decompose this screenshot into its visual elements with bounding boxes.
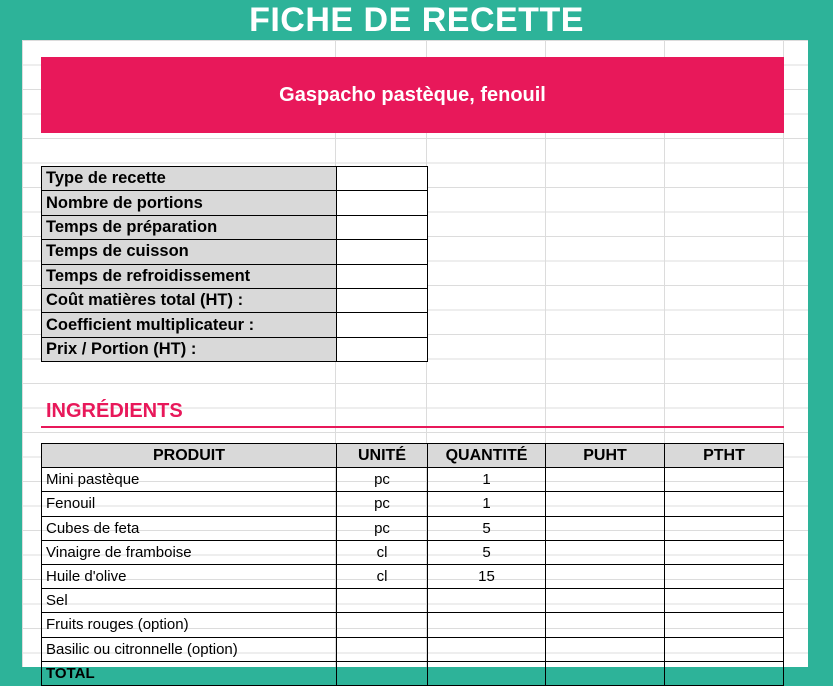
recipe-name: Gaspacho pastèque, fenouil — [279, 83, 546, 106]
cell-ptht[interactable] — [665, 661, 784, 685]
cell-quantite[interactable]: 1 — [428, 492, 546, 516]
cell-unite[interactable]: pc — [337, 492, 428, 516]
column-header-ptht[interactable]: PTHT — [665, 444, 784, 468]
cell-ptht[interactable] — [665, 613, 784, 637]
info-row-cook-time — [42, 240, 428, 264]
table-row — [42, 613, 784, 637]
cell-produit[interactable]: Sel — [42, 589, 337, 613]
cell-produit[interactable]: Mini pastèque — [42, 468, 337, 492]
cell-puht[interactable] — [546, 613, 665, 637]
table-row — [42, 637, 784, 661]
column-header-quantite[interactable]: QUANTITÉ — [428, 444, 546, 468]
cell-puht[interactable] — [546, 468, 665, 492]
info-value-cell[interactable] — [337, 191, 428, 215]
info-label: Temps de refroidissement — [42, 264, 337, 288]
column-header-produit[interactable]: PRODUIT — [42, 444, 337, 468]
info-row-portions — [42, 191, 428, 215]
info-value-cell[interactable] — [337, 288, 428, 312]
cell-unite[interactable] — [337, 613, 428, 637]
info-label: Type de recette — [42, 167, 337, 191]
info-value-cell[interactable] — [337, 264, 428, 288]
info-label: Temps de préparation — [42, 215, 337, 239]
info-value-cell[interactable] — [337, 337, 428, 361]
cell-quantite[interactable] — [428, 613, 546, 637]
cell-unite[interactable]: pc — [337, 516, 428, 540]
info-row-prep-time — [42, 215, 428, 239]
recipe-name-banner[interactable] — [41, 57, 784, 133]
cell-unite[interactable] — [337, 637, 428, 661]
info-row-price-portion — [42, 337, 428, 361]
cell-ptht[interactable] — [665, 637, 784, 661]
ingredients-section-title: INGRÉDIENTS — [46, 400, 183, 422]
cell-produit[interactable]: TOTAL — [42, 661, 337, 685]
cell-puht[interactable] — [546, 492, 665, 516]
info-label: Coefficient multiplicateur : — [42, 313, 337, 337]
cell-produit[interactable]: Fenouil — [42, 492, 337, 516]
column-header-puht[interactable]: PUHT — [546, 444, 665, 468]
table-row — [42, 468, 784, 492]
recipe-info-table — [41, 166, 428, 362]
table-row — [42, 516, 784, 540]
cell-ptht[interactable] — [665, 492, 784, 516]
info-value-cell[interactable] — [337, 313, 428, 337]
table-row — [42, 564, 784, 588]
cell-ptht[interactable] — [665, 564, 784, 588]
page-title: FICHE DE RECETTE — [249, 1, 584, 39]
ingredients-table — [41, 443, 784, 686]
cell-produit[interactable]: Fruits rouges (option) — [42, 613, 337, 637]
column-header-unite[interactable]: UNITÉ — [337, 444, 428, 468]
info-row-cooling-time — [42, 264, 428, 288]
cell-quantite[interactable]: 1 — [428, 468, 546, 492]
total-row — [42, 661, 784, 685]
cell-quantite[interactable]: 5 — [428, 516, 546, 540]
cell-unite[interactable] — [337, 589, 428, 613]
cell-quantite[interactable]: 15 — [428, 564, 546, 588]
cell-puht[interactable] — [546, 564, 665, 588]
cell-ptht[interactable] — [665, 468, 784, 492]
table-row — [42, 540, 784, 564]
cell-produit[interactable]: Cubes de feta — [42, 516, 337, 540]
cell-unite[interactable]: cl — [337, 540, 428, 564]
cell-unite[interactable]: pc — [337, 468, 428, 492]
info-value-cell[interactable] — [337, 167, 428, 191]
info-value-cell[interactable] — [337, 240, 428, 264]
info-label: Coût matières total (HT) : — [42, 288, 337, 312]
cell-puht[interactable] — [546, 540, 665, 564]
cell-puht[interactable] — [546, 516, 665, 540]
cell-puht[interactable] — [546, 589, 665, 613]
info-value-cell[interactable] — [337, 215, 428, 239]
cell-ptht[interactable] — [665, 540, 784, 564]
cell-quantite[interactable] — [428, 637, 546, 661]
info-label: Temps de cuisson — [42, 240, 337, 264]
cell-ptht[interactable] — [665, 589, 784, 613]
cell-produit[interactable]: Basilic ou citronnelle (option) — [42, 637, 337, 661]
info-label: Prix / Portion (HT) : — [42, 337, 337, 361]
info-row-type — [42, 167, 428, 191]
table-row — [42, 492, 784, 516]
cell-quantite[interactable]: 5 — [428, 540, 546, 564]
cell-unite[interactable] — [337, 661, 428, 685]
cell-quantite[interactable] — [428, 589, 546, 613]
ingredients-header-row — [42, 444, 784, 468]
cell-quantite[interactable] — [428, 661, 546, 685]
cell-ptht[interactable] — [665, 516, 784, 540]
section-divider — [41, 426, 784, 428]
cell-puht[interactable] — [546, 637, 665, 661]
info-label: Nombre de portions — [42, 191, 337, 215]
info-row-coefficient — [42, 313, 428, 337]
cell-unite[interactable]: cl — [337, 564, 428, 588]
info-row-total-cost — [42, 288, 428, 312]
cell-produit[interactable]: Vinaigre de framboise — [42, 540, 337, 564]
cell-produit[interactable]: Huile d'olive — [42, 564, 337, 588]
table-row — [42, 589, 784, 613]
cell-puht[interactable] — [546, 661, 665, 685]
